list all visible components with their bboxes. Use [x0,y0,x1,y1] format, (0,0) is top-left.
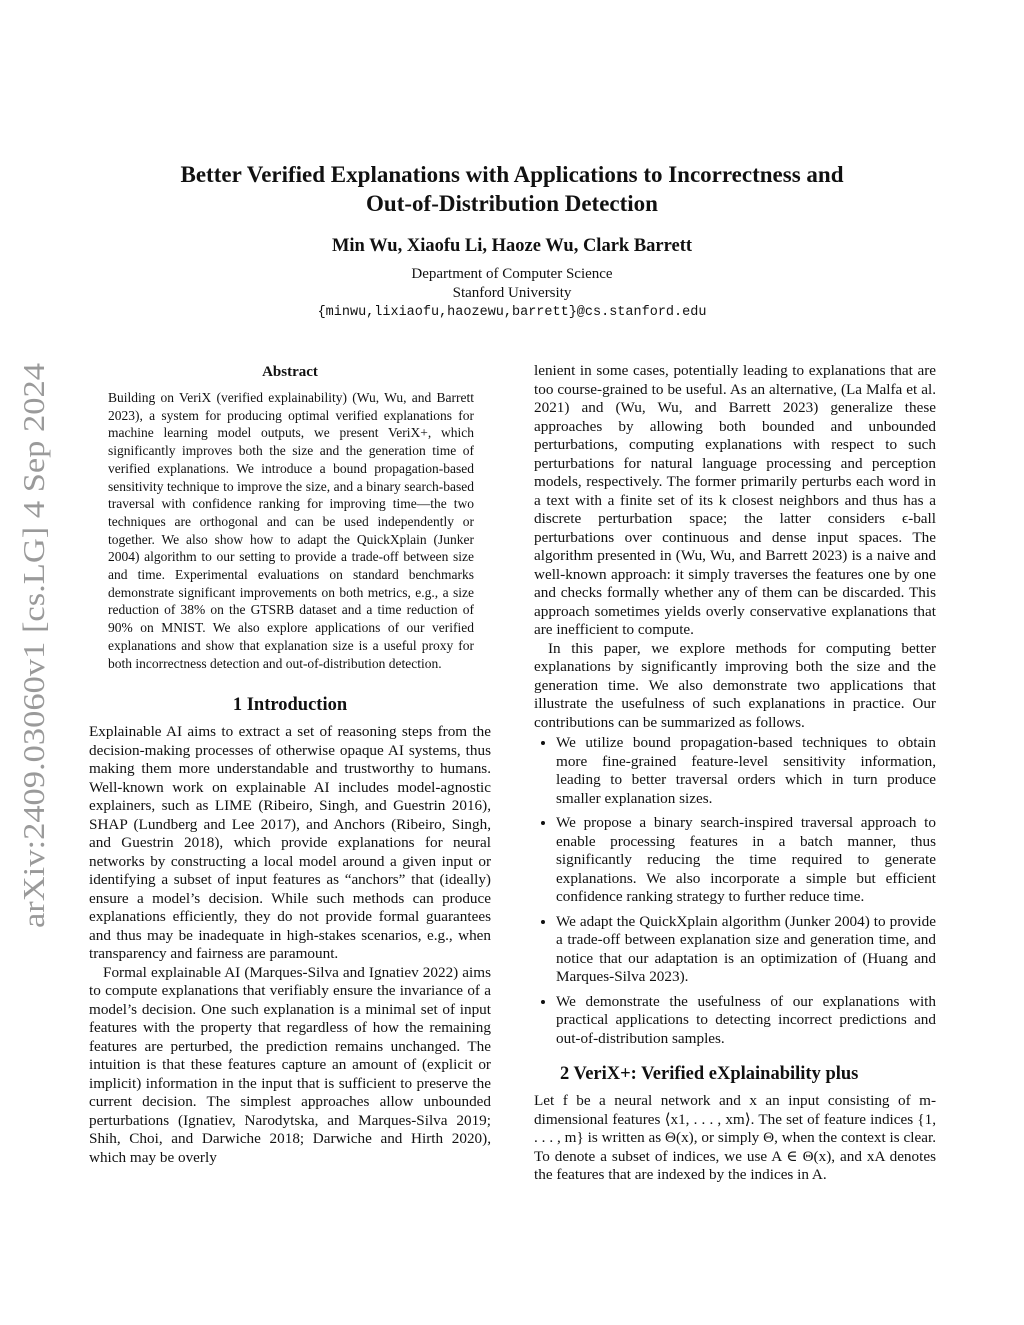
affiliation-dept: Department of Computer Science [411,266,613,282]
arxiv-stamp [8,360,58,930]
contribution-item: • We propose a binary search-inspired traversal approach to enable processing features in a batch manner, thus significantly reducing the time required to generate explanations. We also incorporate a simple but efficient confidence ranking strategy to further reduce time. [556,814,936,907]
author-emails: {minwu,lixiaofu,haozewu,barrett}@cs.stanford.edu [317,305,707,320]
author-list: Min Wu, Xiaofu Li, Haoze Wu, Clark Barrett [331,236,693,256]
paper-title [110,160,914,218]
right-column [534,362,936,1185]
arxiv-stamp-text: arXiv:2409.03060v1 [cs.LG] 4 Sep 2024 [16,420,51,928]
intro-paragraph-4: In this paper, we explore methods for computing better explanations by significantly improving both the size and the generation time. We also demonstrate two applications that illustrate the usefulness of such explanations in practice. Our contributions can be summarized as follows. [534,639,936,731]
section-2-heading: 2 VeriX+: Verified eXplainability plus [560,1064,859,1084]
section-2-paragraph: Let f be a neural network and x an input consisting of m-dimensional features ⟨x1, . . . , xm⟩. The set of feature indices {1, . . . , m} is written as Θ(x), or simply Θ, when the context is clear. To denote a subset of indices, we use A ∈ Θ(x), and xA denotes the features that are indexed by the indices in A. [534,1092,936,1183]
contributions-list [534,734,936,1048]
title-line-2: Out-of-Distribution Detection [366,191,658,216]
left-column [89,693,491,1167]
contribution-item: • We utilize bound propagation-based techniques to obtain more fine-grained feature-level sensitivity information, leading to better traversal orders which in turn produce smaller explanation sizes. [556,734,936,808]
section-1-heading: 1 Introduction [232,695,348,715]
abstract-body: Building on VeriX (verified explainability) (Wu, Wu, and Barrett 2023), a system for producing optimal verified explanations for machine learning model outputs, we present VeriX+, which significantly improves both the size and the generation time of verified explanations. We introduce a bound propagation-based sensitivity technique to improve the size, and a binary search-based traversal with confidence ranking for improving time—the two techniques are orthogonal and can be used independently or together. We also show how to adapt the QuickXplain (Junker 2004) algorithm to our setting to provide a trade-off between size and time. Experimental evaluations on standard benchmarks demonstrate significant improvements on both metrics, e.g., a size reduction of 38% on the GTSRB dataset and a time reduction of 90% on MNIST. We also explore applications of our verified explanations and show that explanation size is a useful proxy for both incorrectness detection and out-of-distribution detection. [108,390,474,671]
affiliation [110,265,914,322]
intro-paragraph-1: Explainable AI aims to extract a set of reasoning steps from the decision-making processes of otherwise opaque AI systems, thus making them more understandable and trustworthy to humans. Well-known work on explainable AI includes model-agnostic explainers, such as LIME (Ribeiro, Singh, and Guestrin 2016), SHAP (Lundberg and Lee 2017), and Anchors (Ribeiro, Singh, and Guestrin 2018), which provide explanations for neural networks by constructing a local model around a given input or identifying a subset of input features as “anchors” that (ideally) ensure a model’s decision. While such methods can produce explanations efficiently, they do not provide formal guarantees and thus may be inadequate in high-stakes scenarios, e.g., when transparency and fairness are paramount. [89,723,491,962]
contribution-item: • We adapt the QuickXplain algorithm (Junker 2004) to provide a trade-off between explanation size and generation time, and notice that our adaptation is an optimization of (Huang and Marques-Silva 2023). [556,913,936,987]
intro-paragraph-3: lenient in some cases, potentially leading to explanations that are too course-grained to be useful. As an alternative, (La Malfa et al. 2021) and (Wu, Wu, and Barrett 2023) generalize these approaches by allowing both bounded and unbounded perturbations, computing explanations with respect to such perturbations for natural language processing and perception models, respectively. The former primarily perturbs each word in a text with a finite set of its k closest neighbors and thus has a discrete perturbation space; the latter considers ϵ-ball perturbations over continuous and dense input spaces. The algorithm presented in (Wu, Wu, and Barrett 2023) is a naive and well-known approach: it simply traverses the features one by one and checks formally whether any of them can be discarded. This approach sometimes yields overly conservative explanations that are inefficient to compute. [534,362,936,638]
intro-paragraph-2: Formal explainable AI (Marques-Silva and Ignatiev 2022) aims to compute explanations that verifiably ensure the invariance of a model’s decision. One such explanation is a minimal set of input features with the property that regardless of how the remaining features are perturbed, the prediction remains unchanged. The intuition is that these features capture an amount of (explicit or implicit) information in the input that is sufficient to preserve the current decision. The simplest approaches allow unbounded perturbations (Ignatiev, Narodytska, and Marques-Silva 2019; Shih, Choi, and Darwiche 2018; Darwiche and Hirth 2020), which may be overly [89,963,491,1166]
title-line-1: Better Verified Explanations with Applications to Incorrectness and [180,162,844,187]
affiliation-university: Stanford University [452,285,572,301]
abstract-heading: Abstract [262,364,318,380]
contribution-item: • We demonstrate the usefulness of our explanations with practical applications to detecting incorrect predictions and out-of-distribution samples. [556,993,936,1049]
